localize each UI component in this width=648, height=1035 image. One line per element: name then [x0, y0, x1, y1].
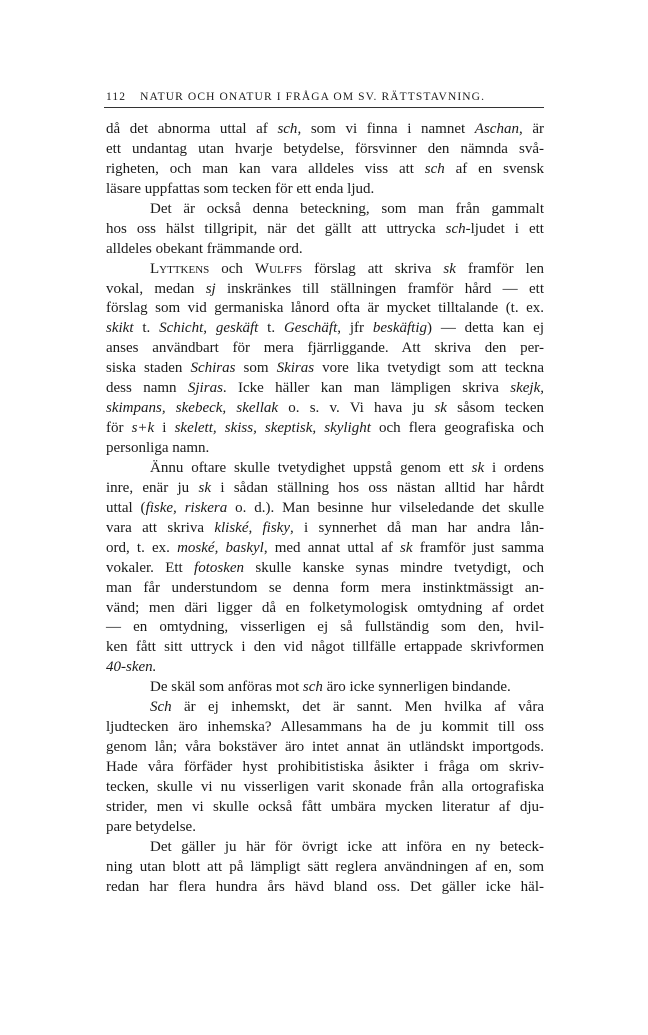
- text-run: läsare uppfattas som tecken för ett enda ljud.: [106, 180, 375, 197]
- italic-text: skelett, skiss, skeptisk, skylight: [174, 420, 371, 437]
- text-run: , som vi finna i namnet: [297, 121, 475, 137]
- italic-text: sk: [198, 479, 212, 496]
- header-rule: [104, 107, 544, 108]
- text-line: [106, 539, 544, 559]
- italic-text: kliské, fisky: [214, 519, 290, 536]
- text-run: ,: [203, 320, 216, 337]
- text-run: äro icke synnerligen bindande.: [322, 679, 511, 696]
- italic-text: sk: [434, 400, 447, 417]
- text-line: [106, 319, 544, 339]
- italic-text: s+k: [131, 420, 155, 437]
- italic-text: fotosken: [194, 559, 245, 576]
- text-line: [106, 858, 544, 878]
- text-line: [106, 140, 544, 160]
- text-run: man får understundom se denna form mera instinktmässigt an-: [106, 579, 544, 596]
- text-line: [106, 299, 544, 319]
- page-body-text: [106, 120, 544, 898]
- text-run: är ej inhemskt, det är sannt. Men hvilka af våra: [171, 699, 544, 716]
- text-line: [106, 240, 544, 260]
- text-line: [106, 738, 544, 758]
- text-run: Det gäller ju här för övrigt icke att införa en ny beteck-: [150, 838, 544, 855]
- text-run: framför just samma: [412, 539, 545, 556]
- text-line: [106, 379, 544, 399]
- text-run: anses användbart för mera fjärrliggande. Att skriva den per-: [106, 340, 544, 357]
- text-run: vore lika tvetydigt som att teckna: [314, 360, 544, 377]
- text-line: [106, 698, 544, 718]
- text-run: vokal, medan: [106, 280, 206, 297]
- text-run: genom lån; våra bokstäver äro intet annat än utländskt importgods.: [106, 739, 544, 756]
- text-line: [106, 260, 544, 280]
- text-run: . Icke häller kan man lämpligen skriva: [222, 380, 511, 397]
- text-run: som: [235, 360, 277, 377]
- text-run: , i synnerhet då man har andra lån-: [290, 519, 544, 536]
- text-run: , är: [518, 121, 545, 137]
- text-run: personliga namn.: [106, 440, 210, 456]
- running-title: NATUR OCH ONATUR I FRÅGA OM SV. RÄTTSTAVNING.: [140, 91, 486, 103]
- text-line: [106, 718, 544, 738]
- text-run: ord, t. ex.: [106, 539, 178, 556]
- text-run: af en svensk: [444, 160, 544, 177]
- italic-text: Schicht: [159, 320, 204, 337]
- italic-text: skejk,: [510, 380, 544, 397]
- text-run: righeten, och man kan vara alldeles viss att: [106, 160, 425, 177]
- italic-text: sch: [302, 679, 323, 696]
- text-run: då det abnorma uttal af: [106, 121, 278, 137]
- text-run: ning utan blott att på lämpligt sätt reglera användningen af en, som: [106, 858, 544, 875]
- italic-text: sch: [277, 121, 298, 137]
- italic-text: sch: [445, 220, 466, 237]
- text-run: strider, men vi skulle också fått umbära mycken literatur af dju-: [106, 798, 544, 815]
- text-line: [106, 559, 544, 579]
- italic-text: sk: [400, 539, 413, 556]
- text-line: [106, 579, 544, 599]
- text-run: — en omtydning, visserligen ej så fullständig som den, hvil-: [106, 619, 544, 636]
- text-run: Ännu oftare skulle tvetydighet uppstå genom ett: [150, 459, 472, 476]
- italic-text: Schiras: [190, 360, 236, 377]
- text-run: och: [209, 260, 255, 277]
- text-run: såsom tecken: [446, 400, 544, 417]
- text-line: [106, 798, 544, 818]
- text-run: i ordens: [484, 459, 544, 476]
- text-run: Hade våra förfäder hyst prohibitistiska åsikter i fråga om skriv-: [106, 759, 544, 775]
- text-line: [106, 878, 544, 898]
- text-run: inskränkes till ställningen framför hård — ett: [215, 280, 544, 297]
- text-line: [106, 439, 544, 459]
- text-run: pare betydelse.: [106, 818, 196, 835]
- italic-text: Geschäft: [283, 320, 338, 337]
- text-line: [106, 599, 544, 619]
- italic-text: beskäftig: [372, 320, 428, 337]
- text-line: [106, 658, 544, 678]
- text-run: De skäl som anföras mot: [150, 679, 303, 696]
- italic-text: sk: [471, 459, 485, 476]
- text-line: [106, 419, 544, 439]
- text-run: ) — detta kan ej: [427, 320, 544, 337]
- text-line: [106, 838, 544, 858]
- italic-text: fiske, riskera: [145, 499, 228, 516]
- text-run: för: [106, 420, 132, 437]
- text-run: ken fått sitt uttryck i den vid något tillfälle ertappade skrivformen: [106, 639, 544, 656]
- italic-text: moské, baskyl: [177, 539, 264, 556]
- italic-text: skikt: [106, 320, 134, 337]
- text-run: t.: [133, 320, 160, 337]
- text-run: och flera geografiska och: [370, 420, 545, 437]
- text-run: o. d.). Man besinne hur vilseledande det skulle: [227, 499, 545, 516]
- text-run: -ljudet i ett: [465, 220, 544, 237]
- italic-text: Skiras: [276, 360, 315, 377]
- text-run: vänd; men däri ligger då en folketymologisk omtydning af ordet: [106, 599, 544, 616]
- text-run: alldeles obekant främmande ord.: [106, 240, 303, 257]
- italic-text: sk: [443, 260, 456, 277]
- text-line: [106, 778, 544, 798]
- text-run: ljudtecken äro inhemska? Allesammans ha de ju kommit till oss: [106, 719, 544, 736]
- text-line: [106, 359, 544, 379]
- text-line: [106, 280, 544, 300]
- text-line: [106, 758, 544, 778]
- text-run: inre, enär ju: [106, 479, 199, 496]
- text-line: [106, 638, 544, 658]
- text-run: Det är också denna beteckning, som man från gammalt: [150, 200, 544, 217]
- text-run: , med annat uttal af: [263, 539, 401, 556]
- text-run: uttal (: [106, 499, 146, 516]
- text-run: t.: [258, 320, 284, 337]
- text-line: [106, 818, 544, 838]
- text-line: [106, 180, 544, 200]
- text-line: [106, 678, 544, 698]
- text-line: [106, 220, 544, 240]
- text-run: o. s. v. Vi hava ju: [278, 400, 435, 417]
- page-number: 112: [106, 91, 127, 103]
- text-line: [106, 499, 544, 519]
- text-run: vara att skriva: [106, 519, 215, 536]
- text-line: [106, 479, 544, 499]
- italic-text: Aschan: [474, 121, 519, 137]
- text-line: [106, 160, 544, 180]
- text-line: [106, 459, 544, 479]
- text-run: i sådan ställning hos oss nästan alltid har hårdt: [211, 479, 544, 496]
- text-run: siska staden: [106, 360, 191, 377]
- text-line: [106, 519, 544, 539]
- text-run: i: [154, 420, 175, 437]
- text-line: [106, 200, 544, 220]
- text-run: , jfr: [337, 320, 373, 337]
- text-run: framför len: [455, 260, 544, 277]
- text-run: dess namn: [106, 380, 188, 397]
- text-run: förslag att skriva: [302, 260, 444, 277]
- text-run: förslag som vid germaniska lånord ofta är mycket tilltalande (t. ex.: [106, 300, 544, 317]
- italic-text: Sjiras: [187, 380, 223, 397]
- text-run: vokaler. Ett: [106, 559, 195, 576]
- text-run: ett undantag utan hvarje betydelse, försvinner den nämnda svå-: [106, 140, 544, 157]
- small-caps-name: Wulffs: [254, 260, 303, 277]
- text-run: hos oss hälst tillgripit, när det gällt att uttrycka: [106, 220, 446, 237]
- text-line: [106, 618, 544, 638]
- small-caps-name: Lyttkens: [150, 260, 210, 277]
- text-run: tecken, skulle vi nu visserligen varit skonade från alla ortografiska: [106, 778, 544, 795]
- italic-text: sch: [424, 160, 445, 177]
- italic-text: 40-sken.: [106, 659, 157, 676]
- text-line: [106, 339, 544, 359]
- italic-text: Sch: [150, 699, 172, 716]
- italic-text: sj: [205, 280, 216, 297]
- text-line: [106, 120, 544, 140]
- italic-text: geskäft: [215, 320, 259, 337]
- running-header: [106, 91, 544, 103]
- text-run: skulle kanske synas mindre tvetydigt, och: [244, 559, 544, 576]
- text-run: redan har flera hundra års hävd bland oss. Det gäller icke häl-: [106, 878, 544, 895]
- text-line: [106, 399, 544, 419]
- italic-text: skimpans, skebeck, skellak: [106, 400, 279, 417]
